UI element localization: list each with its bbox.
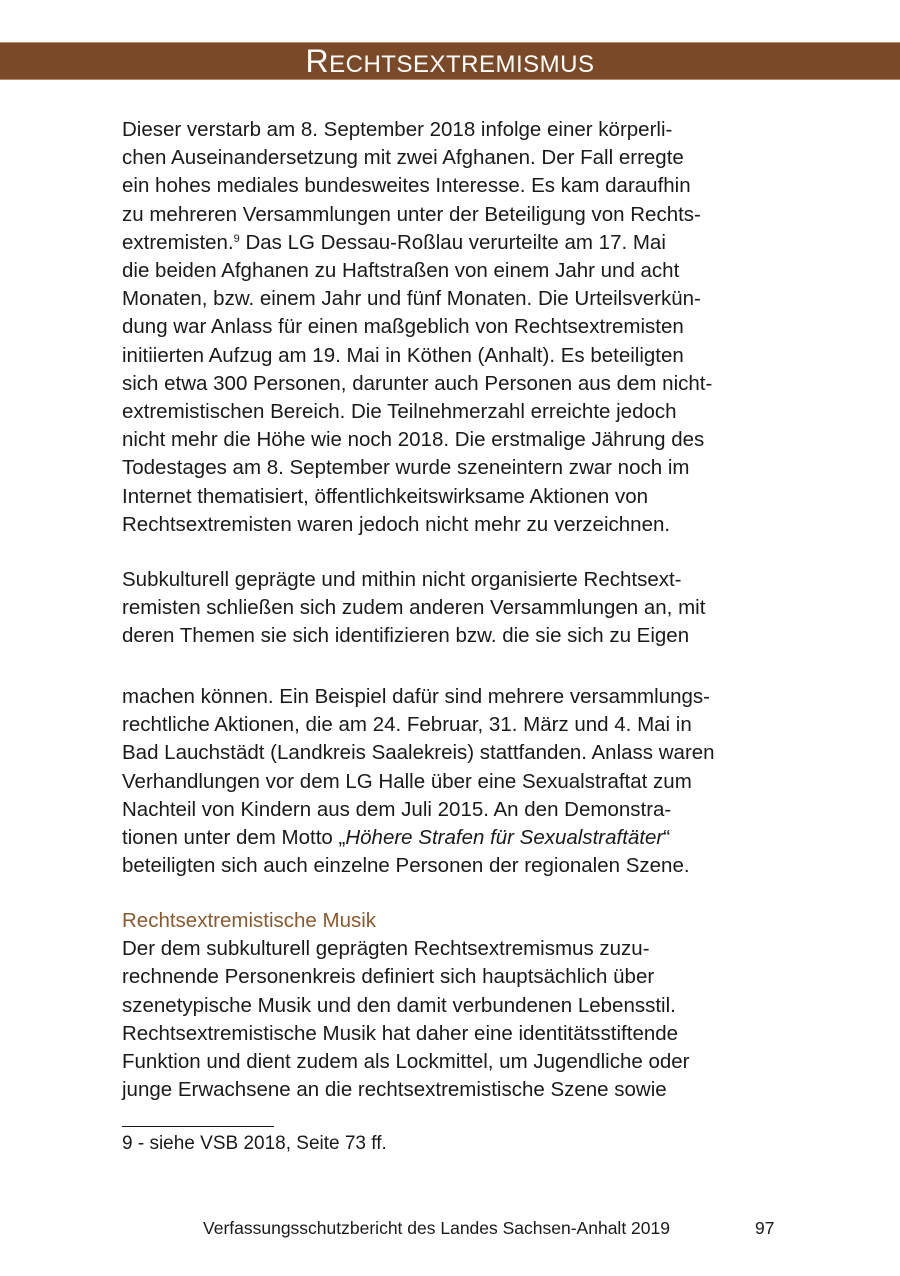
text-line [122,824,782,852]
text-line: remisten schließen sich zudem anderen Versammlungen an, mit [122,596,706,620]
text-line: rechnende Personenkreis definiert sich hauptsächlich über [122,965,655,989]
section-music [122,907,782,1104]
text-line: Bad Lauchstädt (Landkreis Saalekreis) stattfanden. Anlass waren [122,741,715,765]
paragraph-1 [122,116,782,539]
text-line: zu mehreren Versammlungen unter der Beteiligung von Rechts- [122,202,701,226]
text-line: Der dem subkulturell geprägten Rechtsextremismus zuzu- [122,937,650,961]
text-line: machen können. Ein Beispiel dafür sind mehrere versammlungs- [122,685,710,708]
text-line: Nachteil von Kindern aus dem Juli 2015. An den Demonstra- [122,797,672,821]
text-line: Dieser verstarb am 8. September 2018 infolge einer körperli- [122,118,673,141]
text-line: Funktion und dient zudem als Lockmittel, um Jugendliche oder [122,1050,690,1074]
text-line: Verhandlungen vor dem LG Halle über eine Sexualstraftat zum [122,769,692,793]
text-line: dung war Anlass für einen maßgeblich von Rechtsextremisten [122,315,684,339]
text-line: junge Erwachsene an die rechtsextremistische Szene sowie [122,1078,667,1102]
text-line: beteiligten sich auch einzelne Personen der regionalen Szene. [122,854,690,878]
text-span: tionen unter dem Motto „ [122,826,346,850]
text-line: ein hohes mediales bundesweites Interesse. Es kam daraufhin [122,174,691,198]
text-line: die beiden Afghanen zu Haftstraßen von einem Jahr und acht [122,259,680,283]
text-line: extremistischen Bereich. Die Teilnehmerzahl erreichte jedoch [122,400,677,424]
text-line: rechtliche Aktionen, die am 24. Februar, 31. März und 4. Mai in [122,713,692,737]
text-line: chen Auseinandersetzung mit zwei Afghanen. Der Fall erregte [122,146,684,170]
text-span: “ [663,826,671,850]
text-line: Subkulturell geprägte und mithin nicht organisierte Rechtsext- [122,568,682,591]
text-line: nicht mehr die Höhe wie noch 2018. Die erstmalige Jährung des [122,428,705,452]
text-line: Internet thematisiert, öffentlichkeitswirksame Aktionen von [122,484,649,508]
text-line: deren Themen sie sich identifizieren bzw. die sie sich zu Eigen [122,624,690,648]
text-span: extremisten. [122,230,234,254]
text-line: sich etwa 300 Personen, darunter auch Personen aus dem nicht- [122,371,713,395]
chapter-header-bar [0,42,900,80]
footnote: 9 - siehe VSB 2018, Seite 73 ff. [122,1133,387,1154]
chapter-title [0,44,900,82]
chapter-title-initial: R [305,43,330,79]
paragraph-3 [122,683,782,880]
motto-italic: Höhere Strafen für Sexualstraftäter [345,826,664,850]
text-line: szenetypische Musik und den damit verbundenen Lebensstil. [122,993,676,1017]
text-line: initiierten Aufzug am 19. Mai in Köthen (Anhalt). Es beteiligten [122,343,684,367]
chapter-title-rest: ECHTSEXTREMISMUS [329,51,595,78]
section-heading: Rechtsextremistische Musik [122,909,377,932]
text-line: Rechtsextremistische Musik hat daher eine identitätsstiftende [122,1021,679,1045]
text-line: Monaten, bzw. einem Jahr und fünf Monaten. Die Urteilsverkün- [122,287,701,311]
footnote-reference[interactable]: 9 [233,232,240,245]
text-line [122,229,782,257]
page-number: 97 [755,1218,775,1238]
text-line: Todestages am 8. September wurde szeneintern zwar noch im [122,456,690,480]
footer-publication-title: Verfassungsschutzbericht des Landes Sachsen-Anhalt 2019 [203,1218,670,1238]
text-line: Rechtsextremisten waren jedoch nicht mehr zu verzeichnen. [122,512,671,536]
text-span: Das LG Dessau-Roßlau verurteilte am 17. Mai [239,230,666,254]
paragraph-2 [122,566,782,651]
footnote-divider [122,1126,274,1127]
